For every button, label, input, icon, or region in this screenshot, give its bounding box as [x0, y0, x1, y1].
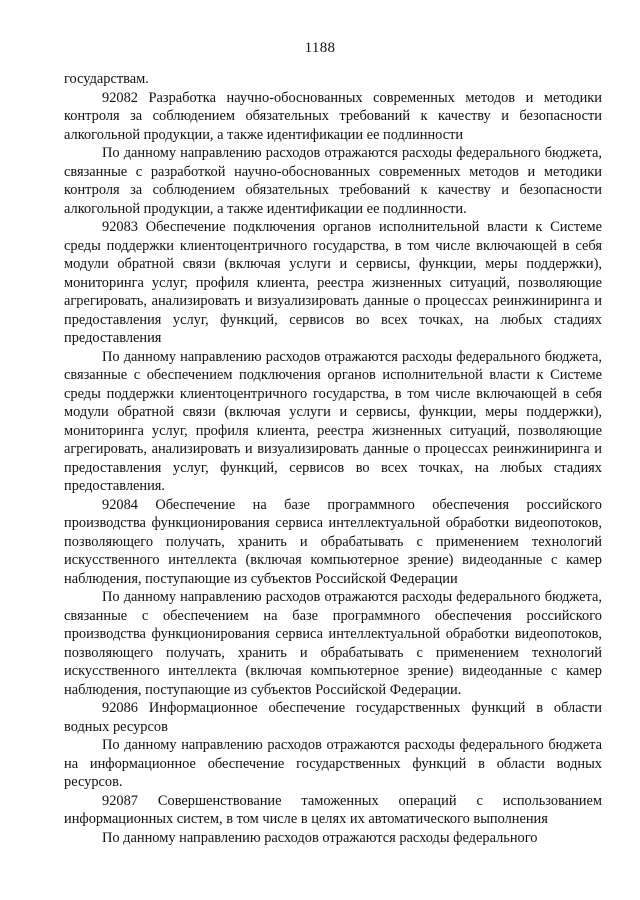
paragraph-description-92087: По данному направлению расходов отражаются расходы федерального	[102, 829, 538, 846]
paragraph-description-92084: По данному направлению расходов отражаются расходы федерального бюджета, связанные с обеспечением на базе программного обеспечения российского производства функционирования сервиса интеллектуальной обработки видеопотоков, позволяющего получать, хранить и обрабатывать с применением технологий искусственного интеллекта (включая компьютерное зрение) видеоданные с камер наблюдения, поступающие из субъектов Российской Федерации.	[64, 589, 602, 698]
paragraph-heading-92086: 92086 Информационное обеспечение государственных функций в области водных ресурсов	[64, 700, 602, 735]
paragraph-heading-92087: 92087 Совершенствование таможенных операций с использованием информационных систем, в том числе в целях их автоматического выполнения	[64, 792, 602, 827]
paragraph-continuation: государствам.	[64, 71, 149, 87]
paragraph-description-92083: По данному направлению расходов отражаются расходы федерального бюджета, связанные с обеспечением подключения органов исполнительной власти к Системе среды поддержки клиентоцентричного государства, в том числе включающей в себя модули обратной связи (включая услуги и сервисы, функции, меры поддержки), мониторинга услуг, профиля клиента, реестра жизненных ситуаций, позволяющие агрегировать, анализировать и визуализировать данные о процессах реинжиниринга и предоставления услуг, функций, сервисов во всех точках, на любых стадиях предоставления.	[64, 348, 602, 494]
paragraph-heading-92083: 92083 Обеспечение подключения органов исполнительной власти к Системе среды поддержки клиентоцентричного государства, в том числе включающей в себя модули обратной связи (включая услуги и сервисы, функции, меры поддержки), мониторинга услуг, профиля клиента, реестра жизненных ситуаций, позволяющие агрегировать, анализировать и визуализировать данные о процессах реинжиниринга и предоставления услуг, функций, сервисов во всех точках, на любых стадиях предоставления	[64, 219, 602, 346]
paragraph-heading-92082: 92082 Разработка научно-обоснованных современных методов и методики контроля за соблюдением обязательных требований к качеству и безопасности алкогольной продукции, а также идентификации ее подлинности	[64, 89, 602, 143]
paragraph-heading-92084: 92084 Обеспечение на базе программного обеспечения российского производства функционирования сервиса интеллектуальной обработки видеопотоков, позволяющего получать, хранить и обрабатывать с применением технологий искусственного интеллекта (включая компьютерное зрение) видеоданные с камер наблюдения, поступающие из субъектов Российской Федерации	[64, 496, 602, 587]
page-number: 1188	[304, 40, 336, 56]
document-body	[64, 70, 602, 847]
paragraph-description-92082: По данному направлению расходов отражаются расходы федерального бюджета, связанные с разработкой научно-обоснованных современных методов и методики контроля за соблюдением обязательных требований к качеству и безопасности алкогольной продукции, а также идентификации ее подлинности.	[64, 145, 602, 217]
paragraph-description-92086: По данному направлению расходов отражаются расходы федерального бюджета на информационное обеспечение государственных функций в области водных ресурсов.	[64, 737, 602, 790]
